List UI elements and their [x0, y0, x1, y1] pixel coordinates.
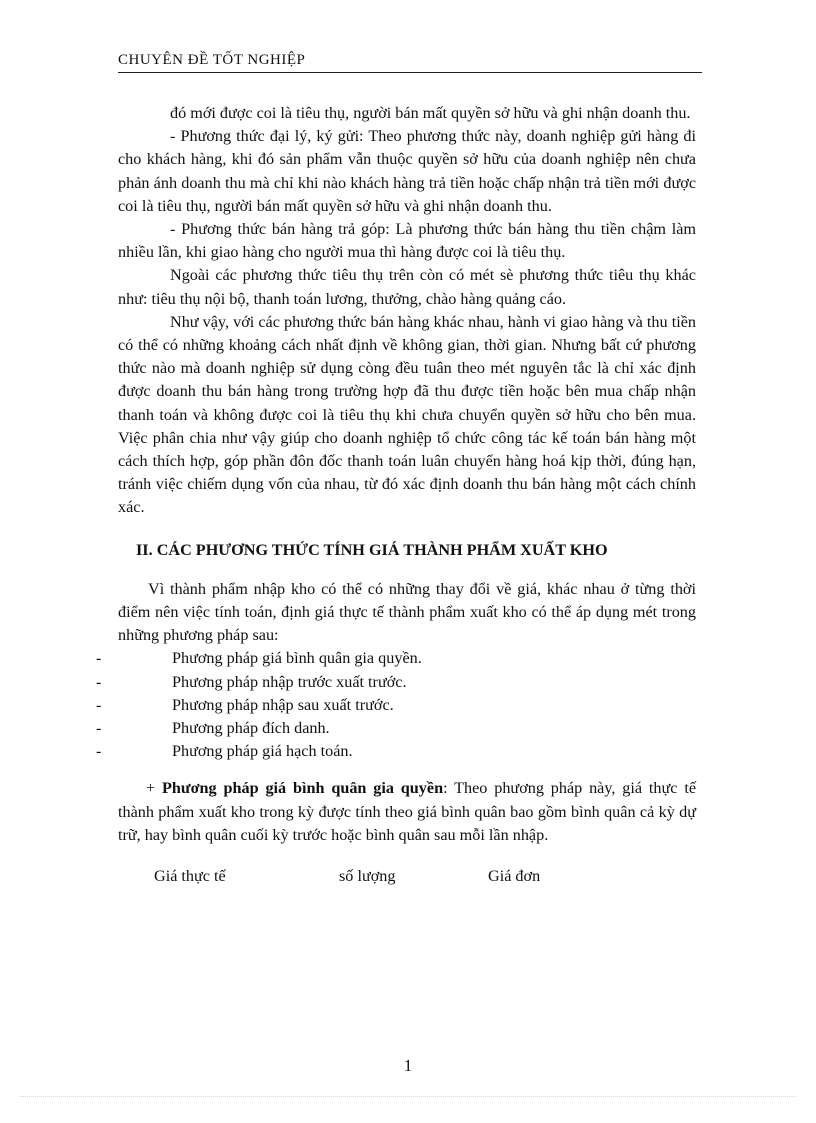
list-item: - Phương pháp giá hạch toán. [118, 740, 696, 763]
bullet-dash: - [96, 649, 102, 668]
formula-actual-price: Giá thực tế [154, 867, 226, 886]
list-item: - Phương pháp nhập sau xuất trước. [118, 694, 696, 717]
page-number: 1 [403, 1056, 413, 1075]
bullet-dash: - [96, 695, 102, 714]
section-heading: II. CÁC PHƯƠNG THỨC TÍNH GIÁ THÀNH PHẨM XUẤT KHO [136, 540, 608, 559]
methods-list [96, 647, 696, 763]
formula-row [118, 865, 696, 889]
section-intro: Vì thành phẩm nhập kho có thể có những thay đổi về giá, khác nhau ở từng thời điểm nên việc tính toán, định giá thực tế thành phẩm xuất kho có thể áp dụng mét trong những phương pháp sau: [118, 579, 696, 645]
document-header [118, 52, 702, 73]
bullet-dash: - [96, 719, 102, 738]
bullet-dash: - [96, 742, 102, 761]
paragraph-weighted-average: + Phương pháp giá bình quân gia quyền: Theo phương pháp này, giá thực tế thành phẩm xuất kho trong kỳ được tính theo giá bình quân bao gồm bình quân cả kỳ dự trữ, hay bình quân cuối kỳ trước hoặc bình quân sau mỗi lần nhập. [118, 779, 696, 844]
formula-unit-price: Giá đơn [488, 867, 541, 886]
list-item: - Phương pháp đích danh. [118, 717, 696, 740]
list-item: - Phương pháp giá bình quân gia quyền. [118, 647, 696, 670]
page-bottom-rule [20, 1096, 796, 1097]
header-title: CHUYÊN ĐỀ TỐT NGHIỆP [118, 52, 306, 68]
paragraph-consignment: - Phương thức đại lý, ký gửi: Theo phương thức này, doanh nghiệp gửi hàng đi cho khách hàng, khi đó sản phẩm vẫn thuộc quyền sở hữu của doanh nghiệp nên chưa phản ánh doanh thu mà chỉ khi nào khách hàng trả tiền hoặc chấp nhận trả tiền mới được coi là tiêu thụ, người bán mất quyền sở hữu và ghi nhận doanh thu. [118, 127, 696, 215]
paragraph-continuation: đó mới được coi là tiêu thụ, người bán mất quyền sở hữu và ghi nhận doanh thu. [170, 104, 691, 122]
paragraph-other-methods: Ngoài các phương thức tiêu thụ trên còn có mét sè phương thức tiêu thụ khác như: tiêu thụ nội bộ, thanh toán lương, thưởng, chào hàng quảng cáo. [118, 266, 696, 308]
bullet-dash: - [96, 672, 102, 691]
paragraph-summary: Như vậy, với các phương thức bán hàng khác nhau, hành vi giao hàng và thu tiền có thể có những khoảng cách nhất định về không gian, thời gian. Nhưng bất cứ phương thức nào mà doanh nghiệp sử dụng còng đều tuân theo mét nguyên tắc là chỉ xác định được doanh thu bán hàng trong trường hợp đã thu được tiền hoặc bên mua chấp nhận thanh toán và không được coi là tiêu thụ khi chưa chuyển quyền sở hữu cho bên mua. Việc phân chia như vậy giúp cho doanh nghiệp tổ chức công tác kế toán bán hàng một cách thích hợp, góp phần đôn đốc thanh toán luân chuyển hàng hoá kịp thời, đúng hạn, tránh việc chiếm dụng vốn của nhau, từ đó xác định doanh thu bán hàng một cách chính xác. [118, 312, 696, 517]
weighted-average-term: Phương pháp giá bình quân gia quyền [161, 779, 444, 798]
document-body [96, 102, 696, 889]
formula-quantity: số lượng [339, 867, 396, 886]
paragraph-installment: - Phương thức bán hàng trả góp: Là phương thức bán hàng thu tiền chậm làm nhiều lần, khi giao hàng cho người mua thì hàng được coi là tiêu thụ. [118, 220, 696, 262]
list-item: - Phương pháp nhập trước xuất trước. [118, 671, 696, 694]
